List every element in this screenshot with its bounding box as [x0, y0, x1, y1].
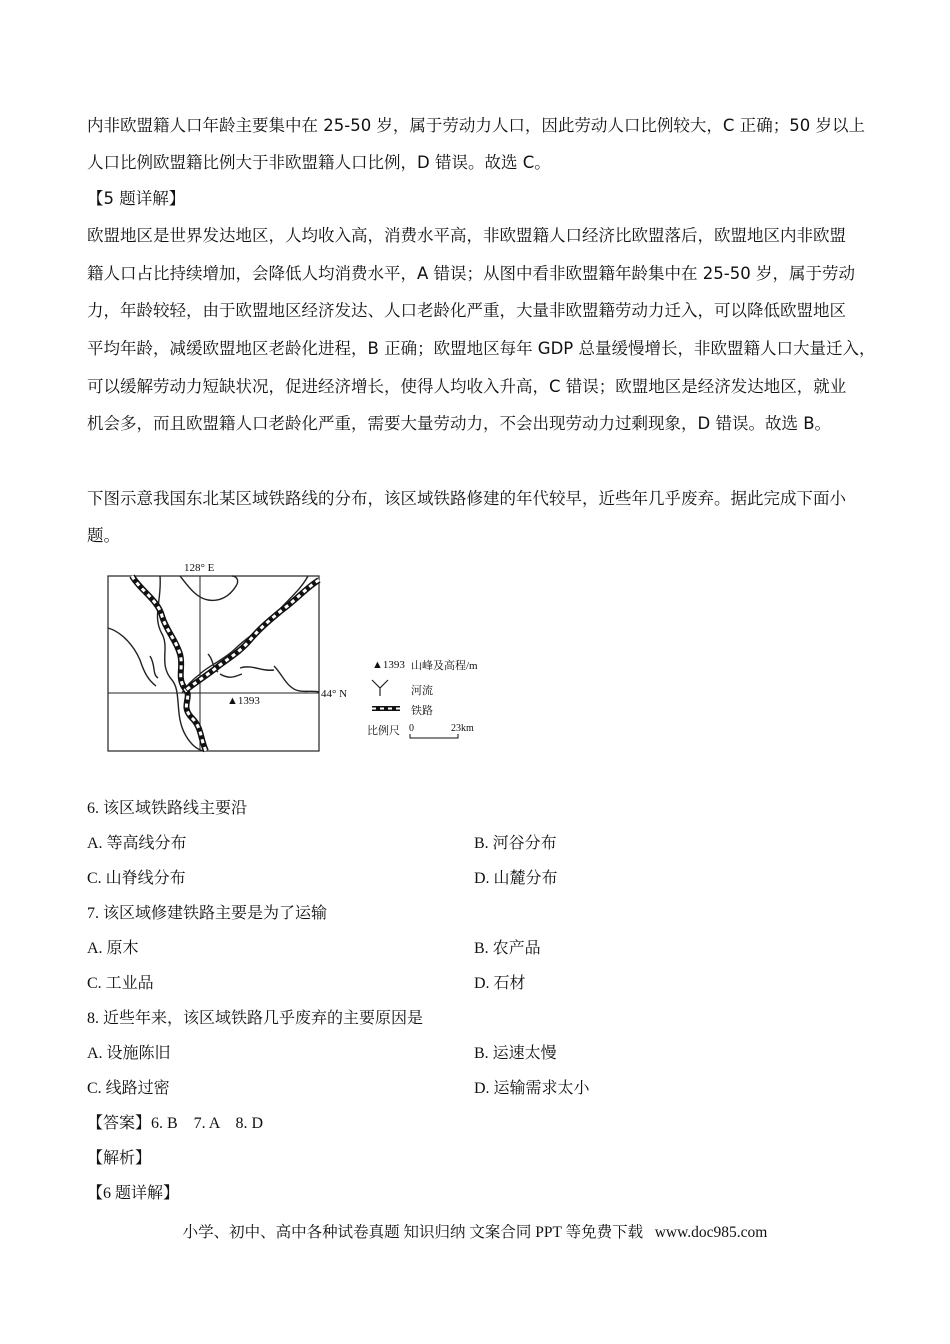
peak-label: ▲1393 [227, 695, 260, 707]
scale-end: 23km [451, 723, 474, 734]
option-c: C. 山脊线分布 [87, 870, 186, 887]
figure-intro: 下图示意我国东北某区域铁路线的分布，该区域铁路修建的年代较早，近些年几乎废弃。据此完成下面小 [87, 489, 846, 508]
option-a: A. 原木 [87, 940, 139, 957]
option-d: D. 石材 [474, 975, 526, 992]
option-a: A. 设施陈旧 [87, 1045, 171, 1062]
map-legend [367, 658, 478, 738]
passage-line: 可以缓解劳动力短缺状况，促进经济增长，使得人均收入升高，C 错误；欧盟地区是经济发达地区，就业 [87, 377, 847, 396]
option-d: D. 山麓分布 [474, 870, 558, 887]
legend-peak-desc: 山峰及高程/m [411, 660, 478, 672]
scale-bar [410, 734, 458, 738]
passage-line: 欧盟地区是世界发达地区，人均收入高，消费水平高，非欧盟籍人口经济比欧盟落后，欧盟地区内非欧盟 [87, 226, 846, 245]
legend-river: 河流 [411, 685, 433, 697]
option-a: A. 等高线分布 [87, 835, 187, 852]
figure-intro: 题。 [87, 526, 120, 545]
option-d: D. 运输需求太小 [474, 1080, 590, 1097]
question-stem: 7. 该区域修建铁路主要是为了运输 [87, 905, 328, 922]
railway-map [100, 556, 500, 756]
section-heading-6: 【6 题详解】 [87, 1185, 180, 1202]
railway-lines [132, 576, 319, 751]
scale-zero: 0 [409, 723, 414, 734]
section-heading-5: 【5 题详解】 [87, 189, 186, 208]
analysis-heading: 【解析】 [87, 1150, 152, 1167]
option-b: B. 河谷分布 [474, 835, 557, 852]
passage-line: 人口比例欧盟籍比例大于非欧盟籍人口比例，D 错误。故选 C。 [87, 153, 551, 172]
question-stem: 8. 近些年来，该区域铁路几乎废弃的主要原因是 [87, 1010, 424, 1027]
footer-text: 小学、初中、高中各种试卷真题 知识归纳 文案合同 PPT 等免费下载 www.doc985.com [182, 1224, 768, 1241]
passage-line: 平均年龄，减缓欧盟地区老龄化进程，B 正确；欧盟地区每年 GDP 总量缓慢增长，非欧盟籍人口大量迁入， [87, 339, 876, 358]
option-b: B. 运速太慢 [474, 1045, 557, 1062]
latitude-label: 44° N [321, 688, 348, 700]
passage-line: 机会多，而且欧盟籍人口老龄化严重，需要大量劳动力，不会出现劳动力过剩现象，D 错误。故选 B。 [87, 414, 832, 433]
longitude-label: 128° E [184, 562, 215, 574]
river-legend-icon [372, 680, 388, 696]
passage-line: 籍人口占比持续增加，会降低人均消费水平，A 错误；从图中看非欧盟籍年龄集中在 25-50 岁，属于劳动 [87, 264, 855, 283]
option-c: C. 线路过密 [87, 1080, 170, 1097]
legend-scale-label: 比例尺 [367, 725, 400, 737]
answer-line: 【答案】6. B 7. A 8. D [87, 1115, 264, 1132]
option-c: C. 工业品 [87, 975, 154, 992]
option-b: B. 农产品 [474, 940, 541, 957]
question-stem: 6. 该区域铁路线主要沿 [87, 800, 248, 817]
railway-legend-icon [372, 706, 400, 711]
passage-line: 力，年龄较轻，由于欧盟地区经济发达、人口老龄化严重，大量非欧盟籍劳动力迁入，可以降低欧盟地区 [87, 301, 846, 320]
passage-line: 内非欧盟籍人口年龄主要集中在 25-50 岁，属于劳动力人口，因此劳动人口比例较大，C 正确；50 岁以上 [87, 116, 865, 135]
legend-peak: ▲1393 [372, 659, 405, 671]
legend-railway: 铁路 [411, 705, 433, 717]
